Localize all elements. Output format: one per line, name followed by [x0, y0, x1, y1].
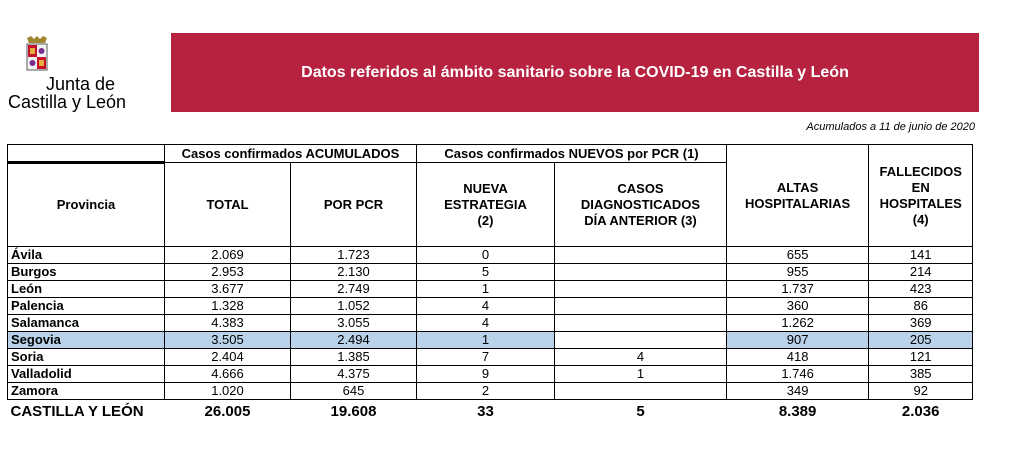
cell-fallecidos[interactable]: 385: [869, 366, 973, 383]
header-total: TOTAL: [165, 163, 291, 247]
cell-provincia[interactable]: Segovia: [8, 332, 165, 349]
cell-altas[interactable]: 1.746: [727, 366, 869, 383]
header-casos-diagnosticados: CASOS DIAGNOSTICADOS DÍA ANTERIOR (3): [555, 163, 727, 247]
cell-total[interactable]: 4.383: [165, 315, 291, 332]
cell-provincia[interactable]: Salamanca: [8, 315, 165, 332]
table-row[interactable]: [8, 383, 973, 400]
cell-pcr[interactable]: 1.723: [291, 247, 417, 264]
cell-altas[interactable]: 360: [727, 298, 869, 315]
cell-altas[interactable]: 907: [727, 332, 869, 349]
cell-casos-diagnosticados[interactable]: [555, 332, 727, 349]
cell-provincia[interactable]: Valladolid: [8, 366, 165, 383]
cell-pcr[interactable]: 645: [291, 383, 417, 400]
cell-total[interactable]: 4.666: [165, 366, 291, 383]
cell-fallecidos[interactable]: 141: [869, 247, 973, 264]
cell-nueva-estrategia[interactable]: 4: [417, 315, 555, 332]
cell-total[interactable]: 2.069: [165, 247, 291, 264]
logo: [8, 36, 158, 116]
table-row[interactable]: [8, 332, 973, 349]
header-altas: ALTAS HOSPITALARIAS: [727, 145, 869, 247]
logo-text-line1: Junta de: [46, 74, 116, 94]
table-row[interactable]: [8, 298, 973, 315]
cell-nueva-estrategia[interactable]: 7: [417, 349, 555, 366]
totals-fallecidos: 2.036: [901, 403, 940, 420]
cell-nueva-estrategia[interactable]: 1: [417, 332, 555, 349]
cell-total[interactable]: 1.020: [165, 383, 291, 400]
table-row[interactable]: [8, 315, 973, 332]
cell-total[interactable]: 3.505: [165, 332, 291, 349]
cell-provincia[interactable]: Burgos: [8, 264, 165, 281]
coat-of-arms-icon: [24, 36, 50, 74]
cell-fallecidos[interactable]: 214: [869, 264, 973, 281]
totals-diag: 5: [636, 403, 645, 420]
cell-provincia[interactable]: León: [8, 281, 165, 298]
cell-total[interactable]: 1.328: [165, 298, 291, 315]
table-row[interactable]: [8, 264, 973, 281]
table-row[interactable]: [8, 281, 973, 298]
cell-fallecidos[interactable]: 86: [869, 298, 973, 315]
cell-nueva-estrategia[interactable]: 5: [417, 264, 555, 281]
group-header-row: [8, 145, 973, 163]
table-row[interactable]: [8, 349, 973, 366]
cell-total[interactable]: 2.404: [165, 349, 291, 366]
cell-casos-diagnosticados[interactable]: 4: [555, 349, 727, 366]
cell-altas[interactable]: 955: [727, 264, 869, 281]
header-nueva-estrategia: NUEVA ESTRATEGIA (2): [417, 163, 555, 247]
cell-total[interactable]: 3.677: [165, 281, 291, 298]
cell-nueva-estrategia[interactable]: 9: [417, 366, 555, 383]
logo-text-line2: Castilla y León: [8, 92, 127, 112]
header-por-pcr: POR PCR: [291, 163, 417, 247]
cell-total[interactable]: 2.953: [165, 264, 291, 281]
cell-fallecidos[interactable]: 92: [869, 383, 973, 400]
table-row[interactable]: [8, 366, 973, 383]
cell-provincia[interactable]: Palencia: [8, 298, 165, 315]
cell-pcr[interactable]: 2.130: [291, 264, 417, 281]
cell-pcr[interactable]: 2.494: [291, 332, 417, 349]
cell-pcr[interactable]: 2.749: [291, 281, 417, 298]
cell-nueva-estrategia[interactable]: 2: [417, 383, 555, 400]
totals-label: CASTILLA Y LEÓN: [10, 403, 144, 420]
cell-fallecidos[interactable]: 423: [869, 281, 973, 298]
cell-pcr[interactable]: 1.385: [291, 349, 417, 366]
cell-nueva-estrategia[interactable]: 4: [417, 298, 555, 315]
cell-provincia[interactable]: Ávila: [8, 247, 165, 264]
date-subtitle: Acumulados a 11 de junio de 2020: [806, 121, 975, 133]
cell-casos-diagnosticados[interactable]: 1: [555, 366, 727, 383]
cell-pcr[interactable]: 1.052: [291, 298, 417, 315]
cell-casos-diagnosticados[interactable]: [555, 298, 727, 315]
table-row[interactable]: [8, 247, 973, 264]
header-provincia: Provincia: [8, 163, 165, 247]
cell-altas[interactable]: 1.262: [727, 315, 869, 332]
cell-provincia[interactable]: Zamora: [8, 383, 165, 400]
cell-altas[interactable]: 655: [727, 247, 869, 264]
empty-corner: [8, 145, 165, 163]
cell-nueva-estrategia[interactable]: 1: [417, 281, 555, 298]
cell-casos-diagnosticados[interactable]: [555, 281, 727, 298]
title-banner: [171, 33, 979, 112]
cell-altas[interactable]: 418: [727, 349, 869, 366]
group-header-nuevos: Casos confirmados NUEVOS por PCR (1): [417, 145, 727, 163]
cell-casos-diagnosticados[interactable]: [555, 247, 727, 264]
totals-nueva: 33: [477, 403, 494, 420]
cell-altas[interactable]: 349: [727, 383, 869, 400]
cell-nueva-estrategia[interactable]: 0: [417, 247, 555, 264]
cell-pcr[interactable]: 4.375: [291, 366, 417, 383]
cell-casos-diagnosticados[interactable]: [555, 383, 727, 400]
cell-altas[interactable]: 1.737: [727, 281, 869, 298]
cell-casos-diagnosticados[interactable]: [555, 315, 727, 332]
page-title: Datos referidos al ámbito sanitario sobre la COVID-19 en Castilla y León: [301, 63, 849, 81]
cell-pcr[interactable]: 3.055: [291, 315, 417, 332]
totals-total: 26.005: [204, 403, 251, 420]
header-fallecidos: FALLECIDOS EN HOSPITALES (4): [869, 145, 973, 247]
cell-casos-diagnosticados[interactable]: [555, 264, 727, 281]
group-header-acumulados: Casos confirmados ACUMULADOS: [165, 145, 417, 163]
cell-fallecidos[interactable]: 205: [869, 332, 973, 349]
covid-data-table: [7, 144, 973, 424]
totals-row: [8, 400, 973, 425]
cell-provincia[interactable]: Soria: [8, 349, 165, 366]
cell-fallecidos[interactable]: 121: [869, 349, 973, 366]
totals-altas: 8.389: [778, 403, 817, 420]
cell-fallecidos[interactable]: 369: [869, 315, 973, 332]
totals-pcr: 19.608: [330, 403, 377, 420]
